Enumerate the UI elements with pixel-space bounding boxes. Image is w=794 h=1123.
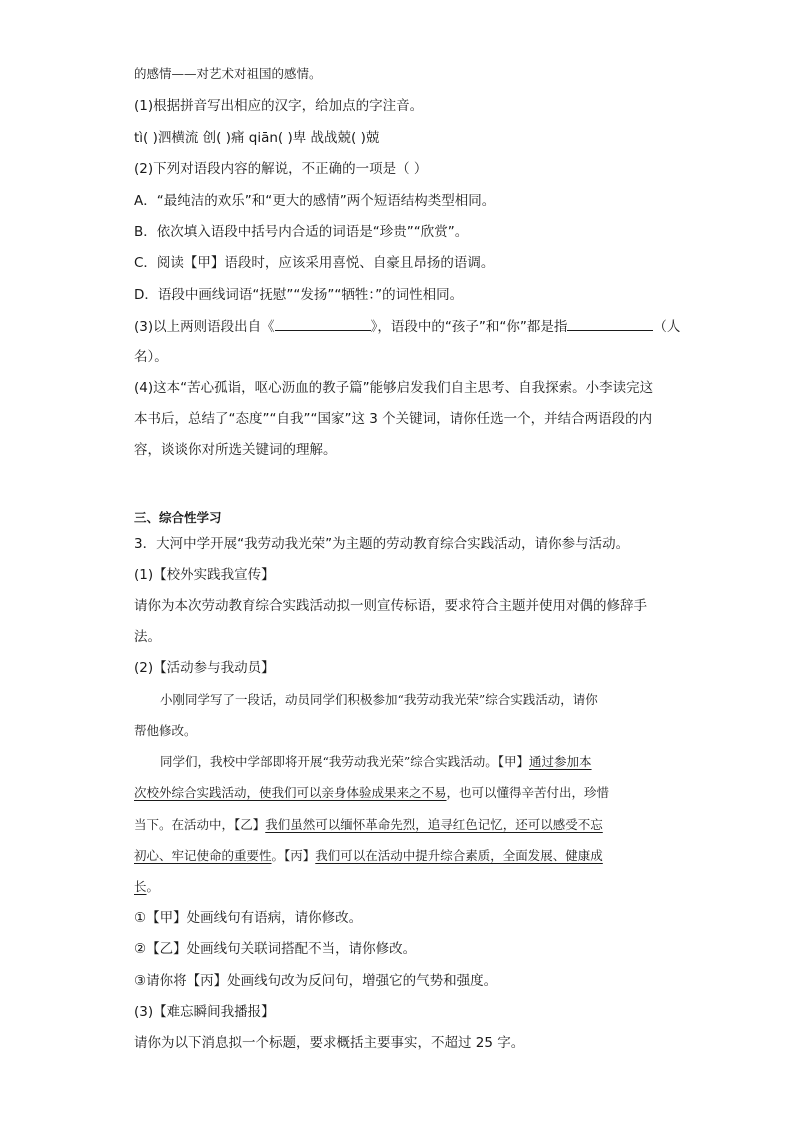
kai-line-7-text: 。: [146, 879, 160, 894]
bing-underlined-end: 长: [134, 879, 147, 894]
question-2: (2)下列对语段内容的解说，不正确的一项是（ ）: [134, 161, 428, 177]
kai-line-3-text: 同学们，我校中学部即将开展“我劳动我光荣”综合实践活动。【甲】: [160, 754, 530, 769]
section-heading-3: 三、综合性学习: [134, 510, 222, 525]
option-d: D．语段中画线词语“抚慰”“发扬”“牺牲：”的词性相同。: [134, 287, 464, 303]
sub-3-text: 请你为以下消息拟一个标题，要求概括主要事实，不超过 25 字。: [134, 1035, 525, 1051]
option-c: C．阅读【甲】语段时，应该采用喜悦、自豪且昂扬的语调。: [134, 255, 495, 271]
question-4-line-3: 容，谈谈你对所选关键词的理解。: [134, 442, 337, 458]
passage-tail: 的感情——对艺术对祖国的感情。: [134, 66, 322, 81]
jia-underlined-end: 次校外综合实践活动，使我们可以亲身体验成果来之不易: [134, 785, 447, 800]
option-a: A．“最纯洁的欢乐”和“更大的感情”两个短语结构类型相同。: [134, 193, 496, 209]
kai-line-6: [134, 846, 664, 866]
book-title-blank[interactable]: [275, 316, 371, 331]
question-3-part-b: 》，语段中的“孩子”和“你”都是指: [370, 319, 568, 335]
kai-line-4: [134, 783, 664, 803]
kai-line-3: [160, 752, 664, 772]
question-4-line-2: 本书后，总结了“态度”“自我”“国家”这 3 个关键词，请你任选一个，并结合两语段的内: [134, 411, 653, 427]
kai-line-5: [134, 815, 664, 835]
sub-1-title: (1)【校外实践我宣传】: [134, 567, 275, 583]
question-3-cont: 名）。: [134, 349, 168, 365]
task-2: ②【乙】处画线句关联词搭配不当，请你修改。: [134, 941, 417, 957]
option-b: B．依次填入语段中括号内合适的词语是“珍贵”“欣赏”。: [134, 224, 469, 240]
question-3-part-c: （人: [653, 319, 681, 335]
kai-line-6-text: 。【丙】: [271, 848, 316, 863]
task-3: ③请你将【丙】处画线句改为反问句，增强它的气势和强度。: [134, 973, 498, 989]
kai-line-1: 小刚同学写了一段话，动员同学们积极参加“我劳动我光荣”综合实践活动，请你: [160, 692, 598, 707]
yi-underlined-end: 初心、牢记使命的重要性: [134, 848, 272, 863]
question-3: [134, 316, 681, 337]
sub-2-title: (2)【活动参与我动员】: [134, 660, 275, 676]
sub-3-title: (3)【难忘瞬间我播报】: [134, 1004, 275, 1020]
kai-line-2: 帮他修改。: [134, 723, 197, 738]
person-name-blank[interactable]: [567, 316, 653, 331]
question-1-items: tì( )泗横流 创( )痛 qiān( )卑 战战兢( )兢: [134, 130, 380, 146]
kai-line-7: [134, 877, 664, 897]
jia-underlined-start: 通过参加本: [529, 754, 592, 769]
question-4-line-1: (4)这本“苦心孤诣，呕心沥血的教子篇”能够启发我们自主思考、自我探索。小李读完这: [134, 380, 654, 396]
question-3-part-a: (3)以上两则语段出自《: [134, 319, 275, 335]
yi-underlined-start: 我们虽然可以缅怀革命先烈，追寻红色记忆，还可以感受不忘: [265, 817, 603, 832]
kai-line-4-text: ，也可以懂得辛苦付出，珍惜: [446, 785, 610, 800]
task-1: ①【甲】处画线句有语病，请你修改。: [134, 910, 363, 926]
bing-underlined-start: 我们可以在活动中提升综合素质，全面发展、健康成: [315, 848, 603, 863]
question-1: (1)根据拼音写出相应的汉字，给加点的字注音。: [134, 98, 424, 114]
kai-line-5-text: 当下。在活动中，【乙】: [134, 817, 266, 832]
sub-1-text-2: 法。: [134, 629, 161, 645]
sub-1-text-1: 请你为本次劳动教育综合实践活动拟一则宣传标语，要求符合主题并使用对偶的修辞手: [134, 598, 647, 614]
item-3: 3．大河中学开展“我劳动我光荣”为主题的劳动教育综合实践活动，请你参与活动。: [134, 536, 630, 552]
